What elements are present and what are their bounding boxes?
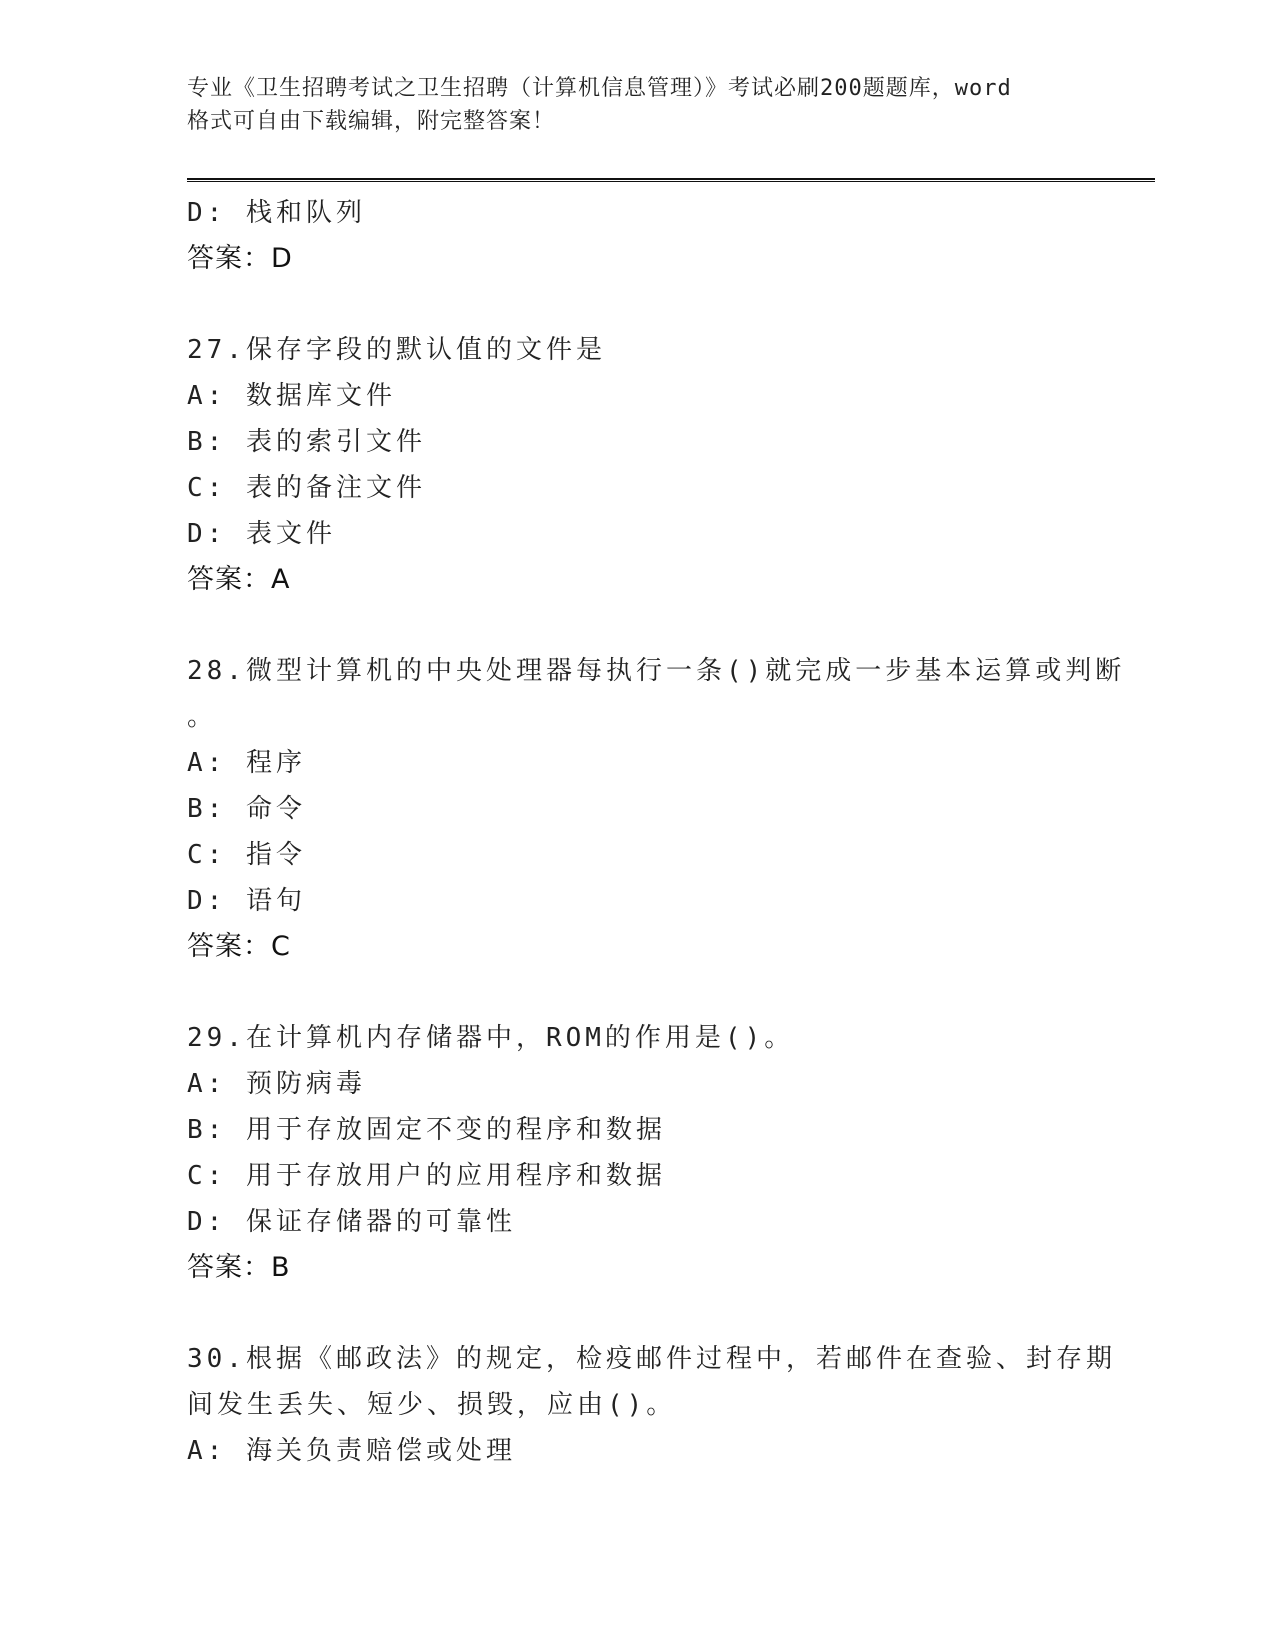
question-stem: 27.保存字段的默认值的文件是	[187, 335, 606, 365]
option-b: B: 命令	[187, 794, 306, 824]
option-a: A: 程序	[187, 748, 306, 778]
option-d: D: 保证存储器的可靠性	[187, 1207, 516, 1237]
question-stem: 29.在计算机内存储器中，ROM的作用是()。	[187, 1023, 795, 1053]
question-stem-line-2: 。	[187, 702, 218, 732]
header-title-line-1: 专业《卫生招聘考试之卫生招聘（计算机信息管理）》考试必刷200题题库，word	[187, 76, 1012, 101]
option-b: B: 表的索引文件	[187, 427, 426, 457]
option-c: C: 指令	[187, 840, 306, 870]
question-28	[187, 648, 1126, 970]
option-a: A: 海关负责赔偿或处理	[187, 1436, 516, 1466]
option-d: D: 语句	[187, 886, 306, 916]
question-30	[187, 1336, 1116, 1474]
answer-line: 答案：B	[187, 1252, 291, 1283]
option-a: A: 数据库文件	[187, 381, 396, 411]
header-divider	[187, 178, 1155, 182]
answer-line: 答案：D	[187, 243, 293, 274]
answer-line: 答案：C	[187, 931, 291, 962]
question-29	[187, 1015, 1087, 1291]
header-title-line-2: 格式可自由下载编辑，附完整答案！	[187, 109, 556, 134]
option-c: C: 表的备注文件	[187, 473, 426, 503]
document-header	[187, 72, 1087, 138]
question-27	[187, 327, 1087, 603]
option-d: D: 栈和队列	[187, 198, 366, 228]
question-stem-line-1: 30.根据《邮政法》的规定，检疫邮件过程中，若邮件在查验、封存期	[187, 1344, 1116, 1374]
question-stem-line-2: 间发生丢失、短少、损毁，应由()。	[187, 1390, 677, 1420]
option-c: C: 用于存放用户的应用程序和数据	[187, 1161, 666, 1191]
option-a: A: 预防病毒	[187, 1069, 366, 1099]
question-stem-line-1: 28.微型计算机的中央处理器每执行一条()就完成一步基本运算或判断	[187, 656, 1126, 686]
option-d: D: 表文件	[187, 519, 336, 549]
carryover-block	[187, 190, 1087, 282]
option-b: B: 用于存放固定不变的程序和数据	[187, 1115, 666, 1145]
answer-line: 答案：A	[187, 564, 291, 595]
question-content	[187, 190, 1126, 1474]
